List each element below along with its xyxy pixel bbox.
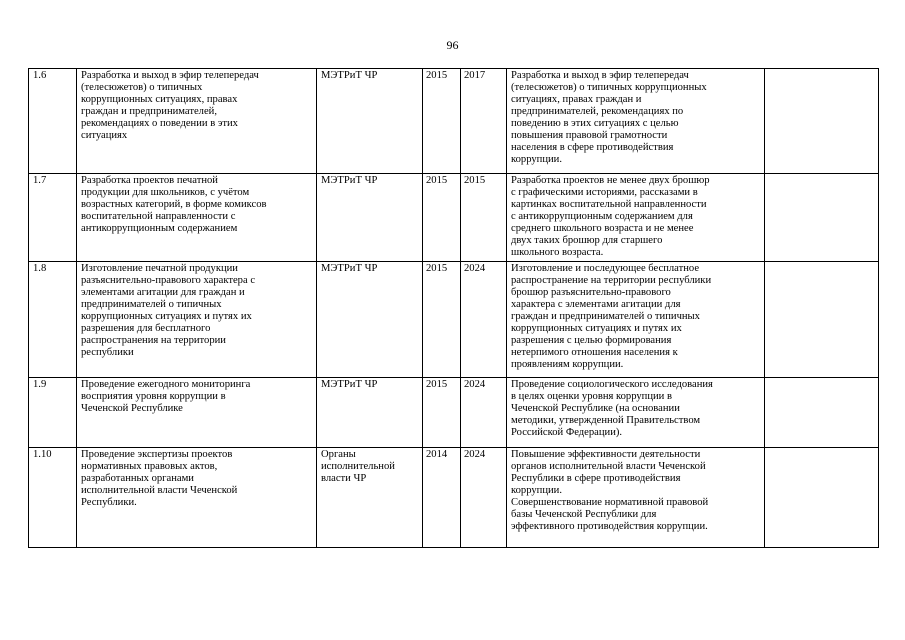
activity-text-line: разрешения для бесплатного: [81, 323, 211, 334]
activity-cell: [77, 69, 317, 174]
activity-text-line: разработанных органами: [81, 473, 194, 484]
activity-text-line: Изготовление печатной продукции: [81, 263, 238, 274]
result-text-line: характера с элементами агитации для: [511, 299, 681, 310]
result-text-line: с графическими историями, рассказами в: [511, 187, 698, 198]
table-row: [29, 174, 879, 262]
executor-text-line: МЭТРиТ ЧР: [321, 175, 378, 186]
note-cell: [765, 262, 879, 378]
result-text-line: Повышение эффективности деятельности: [511, 449, 701, 460]
activity-text-line: граждан и предпринимателей,: [81, 106, 217, 117]
result-text-line: эффективного противодействия коррупции.: [511, 521, 708, 532]
result-text-line: коррупционных ситуациях и путях их: [511, 323, 682, 334]
executor-text-line: исполнительной: [321, 461, 395, 472]
note-cell: [765, 174, 879, 262]
note-cell: [765, 448, 879, 548]
note-cell: [765, 378, 879, 448]
item-number-cell: 1.7: [29, 174, 77, 262]
item-number-cell: 1.8: [29, 262, 77, 378]
result-text-line: методики, утвержденной Правительством: [511, 415, 701, 426]
expected-result-cell: [507, 448, 765, 548]
result-text-line: ситуациях, правах граждан и: [511, 94, 642, 105]
executor-text-line: МЭТРиТ ЧР: [321, 263, 378, 274]
result-text-line: брошюр разъяснительно-правового: [511, 287, 671, 298]
result-text-line: разрешения с целью формирования: [511, 335, 672, 346]
result-text-line: картинках воспитательной направленности: [511, 199, 707, 210]
result-text-line: двух таких брошюр для старшего: [511, 235, 663, 246]
result-text-line: Российской Федерации).: [511, 427, 623, 438]
executor-cell: [317, 448, 423, 548]
activity-text-line: антикоррупционным содержанием: [81, 223, 238, 234]
start-year-cell: 2014: [423, 448, 461, 548]
result-text-line: Совершенствование нормативной правовой: [511, 497, 709, 508]
result-text-line: граждан и предпринимателей о типичных: [511, 311, 700, 322]
item-number-cell: 1.9: [29, 378, 77, 448]
start-year-cell: 2015: [423, 262, 461, 378]
result-text-line: органов исполнительной власти Чеченской: [511, 461, 706, 472]
result-text-line: базы Чеченской Республики для: [511, 509, 657, 520]
activity-text-line: Проведение ежегодного мониторинга: [81, 379, 251, 390]
executor-cell: [317, 262, 423, 378]
result-text-line: населения в сфере противодействия: [511, 142, 674, 153]
result-text-line: коррупции.: [511, 485, 562, 496]
result-text-line: Разработка и выход в эфир телепередач: [511, 70, 689, 81]
activity-text-line: (телесюжетов) о типичных: [81, 82, 203, 93]
result-text-line: школьного возраста.: [511, 247, 604, 258]
executor-text-line: МЭТРиТ ЧР: [321, 70, 378, 81]
activity-text-line: воспитательной направленности с: [81, 211, 236, 222]
end-year-cell: 2024: [461, 378, 507, 448]
start-year-cell: 2015: [423, 174, 461, 262]
result-text-line: распространение на территории республики: [511, 275, 712, 286]
activity-cell: [77, 448, 317, 548]
end-year-cell: 2024: [461, 262, 507, 378]
activity-text-line: Республики.: [81, 497, 137, 508]
executor-text-line: Органы: [321, 449, 356, 460]
result-text-line: Изготовление и последующее бесплатное: [511, 263, 700, 274]
activity-text-line: разъяснительно-правового характера с: [81, 275, 256, 286]
activity-text-line: элементами агитации для граждан и: [81, 287, 245, 298]
result-text-line: предпринимателей, рекомендациях по: [511, 106, 684, 117]
activity-text-line: исполнительной власти Чеченской: [81, 485, 238, 496]
activity-text-line: ситуациях: [81, 130, 128, 141]
result-text-line: Проведение социологического исследования: [511, 379, 713, 390]
expected-result-cell: [507, 262, 765, 378]
result-text-line: поведению в этих ситуациях с целью: [511, 118, 679, 129]
item-number-cell: 1.10: [29, 448, 77, 548]
activity-text-line: Проведение экспертизы проектов: [81, 449, 233, 460]
result-text-line: нетерпимого отношения населения к: [511, 347, 678, 358]
activity-text-line: возрастных категорий, в форме комиксов: [81, 199, 267, 210]
result-text-line: проявлениям коррупции.: [511, 359, 624, 370]
activity-text-line: Разработка и выход в эфир телепередач: [81, 70, 259, 81]
result-text-line: коррупции.: [511, 154, 562, 165]
expected-result-cell: [507, 378, 765, 448]
end-year-cell: 2017: [461, 69, 507, 174]
table-body: [29, 69, 879, 548]
activity-text-line: республики: [81, 347, 134, 358]
activity-text-line: распространения на территории: [81, 335, 226, 346]
result-text-line: повышения правовой грамотности: [511, 130, 668, 141]
executor-cell: [317, 378, 423, 448]
result-text-line: Чеченской Республике (на основании: [511, 403, 680, 414]
measures-table: [28, 68, 879, 548]
activity-text-line: Чеченской Республике: [81, 403, 183, 414]
table-row: [29, 448, 879, 548]
note-cell: [765, 69, 879, 174]
result-text-line: в целях оценки уровня коррупции в: [511, 391, 672, 402]
end-year-cell: 2024: [461, 448, 507, 548]
result-text-line: Разработка проектов не менее двух брошюр: [511, 175, 710, 186]
activity-text-line: рекомендациях о поведении в этих: [81, 118, 238, 129]
table-row: [29, 262, 879, 378]
activity-text-line: коррупционных ситуациях и путях их: [81, 311, 252, 322]
expected-result-cell: [507, 174, 765, 262]
activity-cell: [77, 378, 317, 448]
table-row: [29, 378, 879, 448]
item-number-cell: 1.6: [29, 69, 77, 174]
activity-text-line: коррупционных ситуациях, правах: [81, 94, 238, 105]
executor-cell: [317, 69, 423, 174]
activity-text-line: нормативных правовых актов,: [81, 461, 218, 472]
page-number: 96: [446, 38, 459, 52]
expected-result-cell: [507, 69, 765, 174]
executor-cell: [317, 174, 423, 262]
activity-text-line: предпринимателей о типичных: [81, 299, 222, 310]
executor-text-line: власти ЧР: [321, 473, 367, 484]
activity-text-line: продукции для школьников, с учётом: [81, 187, 250, 198]
result-text-line: среднего школьного возраста и не менее: [511, 223, 694, 234]
executor-text-line: МЭТРиТ ЧР: [321, 379, 378, 390]
activity-cell: [77, 174, 317, 262]
activity-text-line: восприятия уровня коррупции в: [81, 391, 226, 402]
result-text-line: с антикоррупционным содержанием для: [511, 211, 693, 222]
start-year-cell: 2015: [423, 378, 461, 448]
end-year-cell: 2015: [461, 174, 507, 262]
result-text-line: (телесюжетов) о типичных коррупционных: [511, 82, 707, 93]
activity-cell: [77, 262, 317, 378]
result-text-line: Республики в сфере противодействия: [511, 473, 681, 484]
start-year-cell: 2015: [423, 69, 461, 174]
table-row: [29, 69, 879, 174]
activity-text-line: Разработка проектов печатной: [81, 175, 218, 186]
